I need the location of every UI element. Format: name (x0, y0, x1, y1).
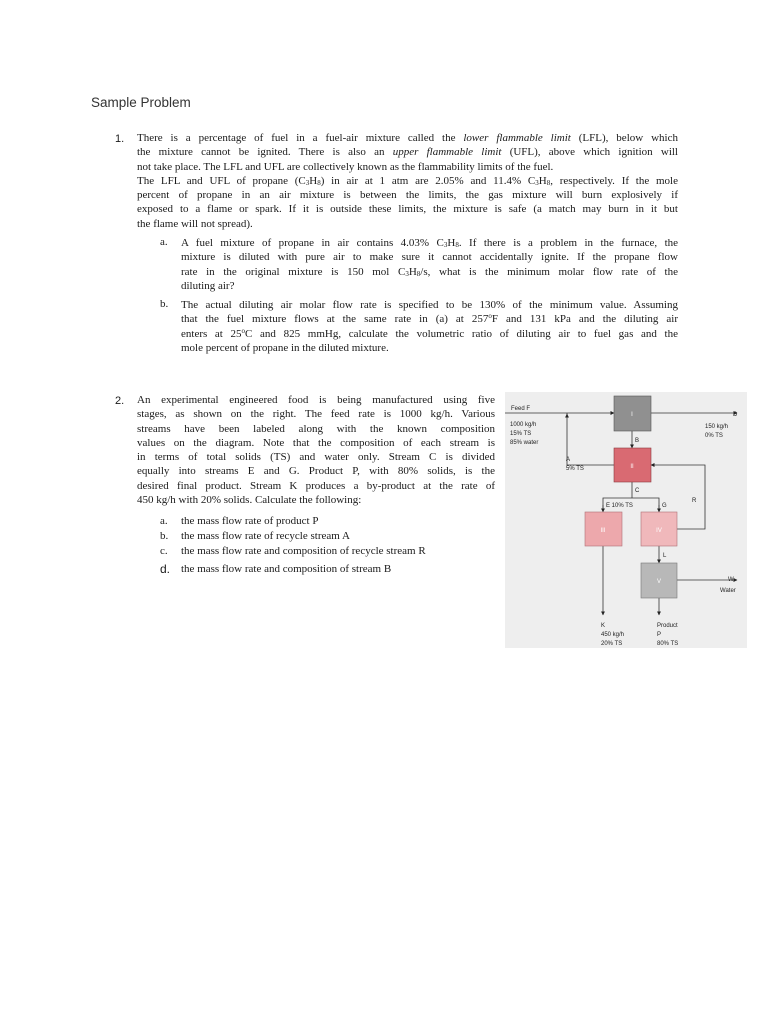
p2-d-text: the mass flow rate and composition of stream B (181, 563, 392, 575)
p1-b-line-3: enters at 25$^o$C and 825 mmHg, calculate the volumetric ratio of diluting air to fuel gas and the (181, 326, 678, 340)
p1-b-line-1: The actual diluting air molar flow rate is specified to be 130% of the minimum value. Assuming (181, 299, 678, 311)
stream-d-label: D (733, 412, 738, 418)
p2-line-4: values on the diagram. Note that the composition of each stream is (137, 436, 495, 449)
stream-d-ts: 0% TS (705, 433, 723, 439)
p1-line-4: The LFL and UFL of propane $(C_3H_8)$ in air at 1 atm are 2.05% and 11.4% $C_3H_8$, respectively. If the mole (137, 174, 678, 187)
product-ts: 80% TS (657, 641, 679, 647)
unit-2-label: II (630, 464, 634, 470)
p2-c-label: c. (160, 545, 168, 557)
p2-a-text: the mass flow rate of product P (181, 515, 319, 527)
p2-d-label: d. (160, 562, 171, 576)
stream-g-label: G (662, 503, 667, 509)
stream-e-label: E 10% TS (606, 503, 633, 509)
p1-a-line-4: diluting air? (181, 279, 235, 292)
feed-ts: 15% TS (510, 431, 532, 437)
product-label: Product (657, 623, 678, 629)
p1-a-label: a. (160, 236, 168, 248)
product-p-label: P (657, 632, 662, 638)
p1-line-5: percent of propane in an air mixture is between the limits, the gas mixture will burn explosively if (137, 189, 678, 202)
p2-line-3: streams have been labeled along with the known composition (137, 422, 495, 435)
p1-a-line-3: rate in the original mixture is 150 mol $C_3H_8/s$, what is the minimum molar flow rate of the (181, 265, 678, 278)
page-title: Sample Problem (91, 95, 191, 110)
stream-b-label: B (635, 438, 640, 444)
p2-b-text: the mass flow rate of recycle stream A (181, 530, 350, 542)
unit-1-label: I (631, 412, 633, 418)
stream-c-label: C (635, 488, 640, 494)
problem-2-number: 2. (115, 395, 125, 407)
p2-line-7: desired final product. Stream K produces a by-product at the rate of (137, 479, 495, 492)
stream-l-label: L (663, 553, 667, 559)
p2-c-text: the mass flow rate and composition of recycle stream R (181, 545, 426, 557)
p2-b-label: b. (160, 530, 169, 542)
stream-k-ts: 20% TS (601, 641, 623, 647)
p1-a-line-1: A fuel mixture of propane in air contains 4.03% $C_3H_8$. If there is a problem in the furnace, the (181, 237, 679, 249)
p1-line-3: not take place. The LFL and UFL are collectively known as the flammability limits of the fuel. (137, 160, 554, 173)
feed-rate: 1000 kg/h (510, 422, 537, 428)
stream-k-rate: 450 kg/h (601, 632, 625, 638)
stream-r-label: R (692, 498, 697, 504)
feed-water: 85% water (510, 440, 539, 446)
unit-3-label: III (600, 528, 606, 534)
p1-b-label: b. (160, 298, 169, 310)
unit-4-label: IV (656, 528, 662, 534)
unit-5-label: V (656, 579, 662, 585)
stream-a-label: A (566, 457, 571, 463)
p1-a-line-2: mixture is diluted with pure air to make sure it cannot accidentally ignite. If the propane flow (181, 251, 678, 264)
p1-line-7: the flame will not spread). (137, 217, 253, 230)
stream-w-name: Water (720, 588, 736, 594)
p2-line-2: stages, as shown on the right. The feed rate is 1000 kg/h. Various (137, 408, 495, 421)
p2-line-8: 450 kg/h with 20% solids. Calculate the following: (137, 494, 362, 507)
p1-b-line-2: that the fuel mixture flows at the same rate in (a) at 257$^o$F and 131 kPa and the diluting air (181, 312, 679, 326)
p2-line-5: in terms of total solids (TS) and water only. Stream C is divided (137, 451, 495, 464)
p2-line-6: equally into streams E and G. Product P, with 80% solids, is the (137, 465, 495, 478)
stream-w-label: W (728, 577, 734, 583)
p1-line-2: the mixture cannot be ignited. There is also an upper flammable limit (UFL), above which ignition will (137, 146, 678, 159)
p1-line-6: exposed to a flame or spark. If it is outside these limits, the mixture is safe (a match may burn in it but (137, 203, 678, 216)
feed-label: Feed F (511, 406, 531, 412)
p2-a-label: a. (160, 515, 168, 527)
stream-k-label: K (601, 623, 606, 629)
problem-1-number: 1. (115, 133, 125, 145)
stream-d-rate: 150 kg/h (705, 424, 729, 430)
stream-a-ts: 5% TS (566, 466, 584, 472)
p1-b-line-4: mole percent of propane in the diluted mixture. (181, 341, 389, 354)
p1-line-1: There is a percentage of fuel in a fuel-air mixture called the lower flammable limit (LFL), below which (137, 132, 678, 144)
p2-line-1: An experimental engineered food is being manufactured using five (137, 394, 495, 406)
